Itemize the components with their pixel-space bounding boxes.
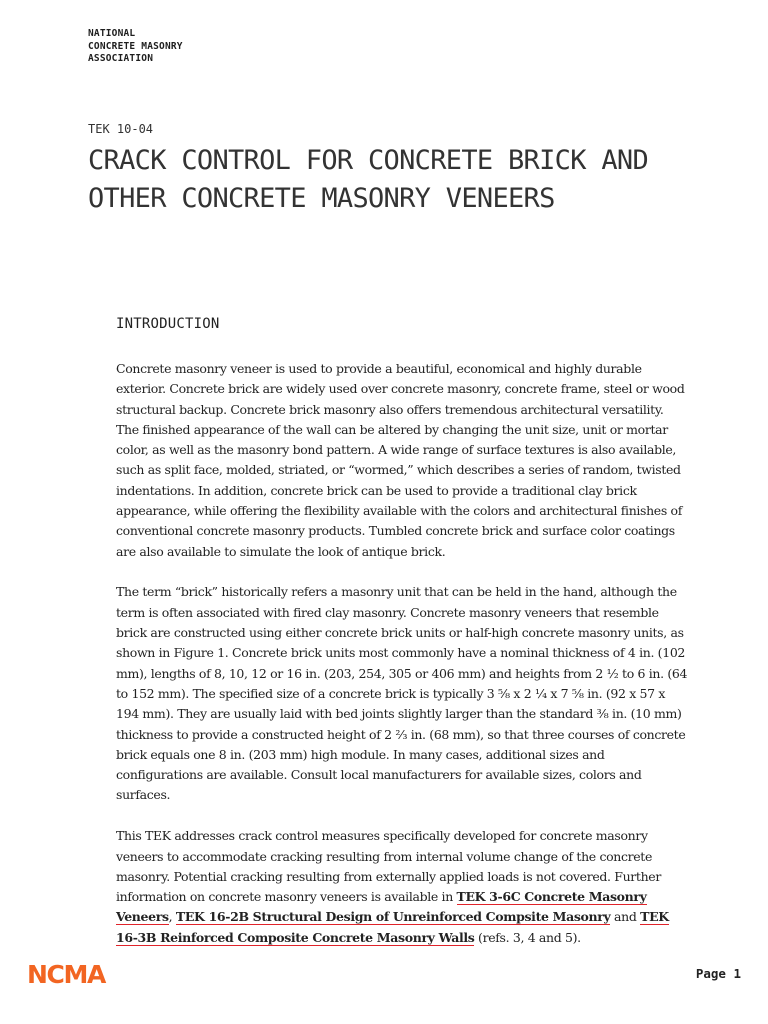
paragraph-3-end: (refs. 3, 4 and 5). <box>474 929 581 945</box>
ncma-logo: NCMA <box>27 960 105 989</box>
separator-1: , <box>168 909 176 925</box>
paragraph-1: Concrete masonry veneer is used to provide a beautiful, economical and highly durable exterior. Concrete brick are widely used over concrete masonry, concrete frame, steel or wood structural backup. Concrete brick masonry also offers tremendous architectural versatility. The finished appearance of the wall can be altered by changing the unit size, unit or mortar color, as well as the masonry bond pattern. A wide range of surface textures is also available, such as split face, molded, striated, or “wormed,” which describes a series of random, twisted indentations. In addition, concrete brick can be used to provide a traditional clay brick appearance, while offering the flexibility available with the colors and architectural finishes of conventional concrete masonry products. Tumbled concrete brick and surface color coatings are also available to simulate the look of antique brick. <box>116 361 685 559</box>
org-line-3: ASSOCIATION <box>88 53 154 64</box>
org-line-1: NATIONAL <box>88 28 136 39</box>
section-heading: INTRODUCTION <box>116 316 220 332</box>
link-tek-16-3b[interactable]: TEK 16-3B Reinforced Composite Concrete Masonry Walls <box>116 909 669 945</box>
link-tek-16-2b[interactable]: TEK 16-2B Structural Design of Unreinforced Compsite Masonry <box>175 909 611 925</box>
paragraph-3-intro: This TEK addresses crack control measures specifically developed for concrete masonry veneers to accommodate cracking resulting from internal volume change of the concrete masonry. Potential cracking resulting from externally applied loads is not covered. Further information on concrete masonry veneers is available in <box>116 828 661 905</box>
paragraph-2: The term “brick” historically refers a masonry unit that can be held in the hand, although the term is often associated with fired clay masonry. Concrete masonry veneers that resemble brick are constructed using either concrete brick units or half-high concrete masonry units, as shown in Figure 1. Concrete brick units most commonly have a nominal thickness of 4 in. (102 mm), lengths of 8, 10, 12 or 16 in. (203, 254, 305 or 406 mm) and heights from 2 ½ to 6 in. (64 to 152 mm). The specified size of a concrete brick is typically 3 ⅝ x 2 ¼ x 7 ⅝ in. (92 x 57 x 194 mm). They are usually laid with bed joints slightly larger than the standard ⅜ in. (10 mm) thickness to provide a constructed height of 2 ⅔ in. (68 mm), so that three courses of concrete brick equals one 8 in. (203 mm) high module. In many cases, additional sizes and configurations are available. Consult local manufacturers for available sizes, colors and surfaces. <box>116 584 688 803</box>
document-title: CRACK CONTROL FOR CONCRETE BRICK AND OTHER CONCRETE MASONRY VENEERS <box>88 145 648 214</box>
page-number: Page 1 <box>695 966 741 981</box>
org-name <box>88 28 183 66</box>
body-text <box>116 359 688 969</box>
link-tek-3-6c[interactable]: TEK 3-6C Concrete Masonry Veneers <box>116 889 647 925</box>
org-line-2: CONCRETE MASONRY <box>88 40 183 52</box>
paragraph-3 <box>116 826 688 948</box>
tek-number: TEK 10-04 <box>88 122 154 136</box>
separator-2: and <box>610 909 641 925</box>
